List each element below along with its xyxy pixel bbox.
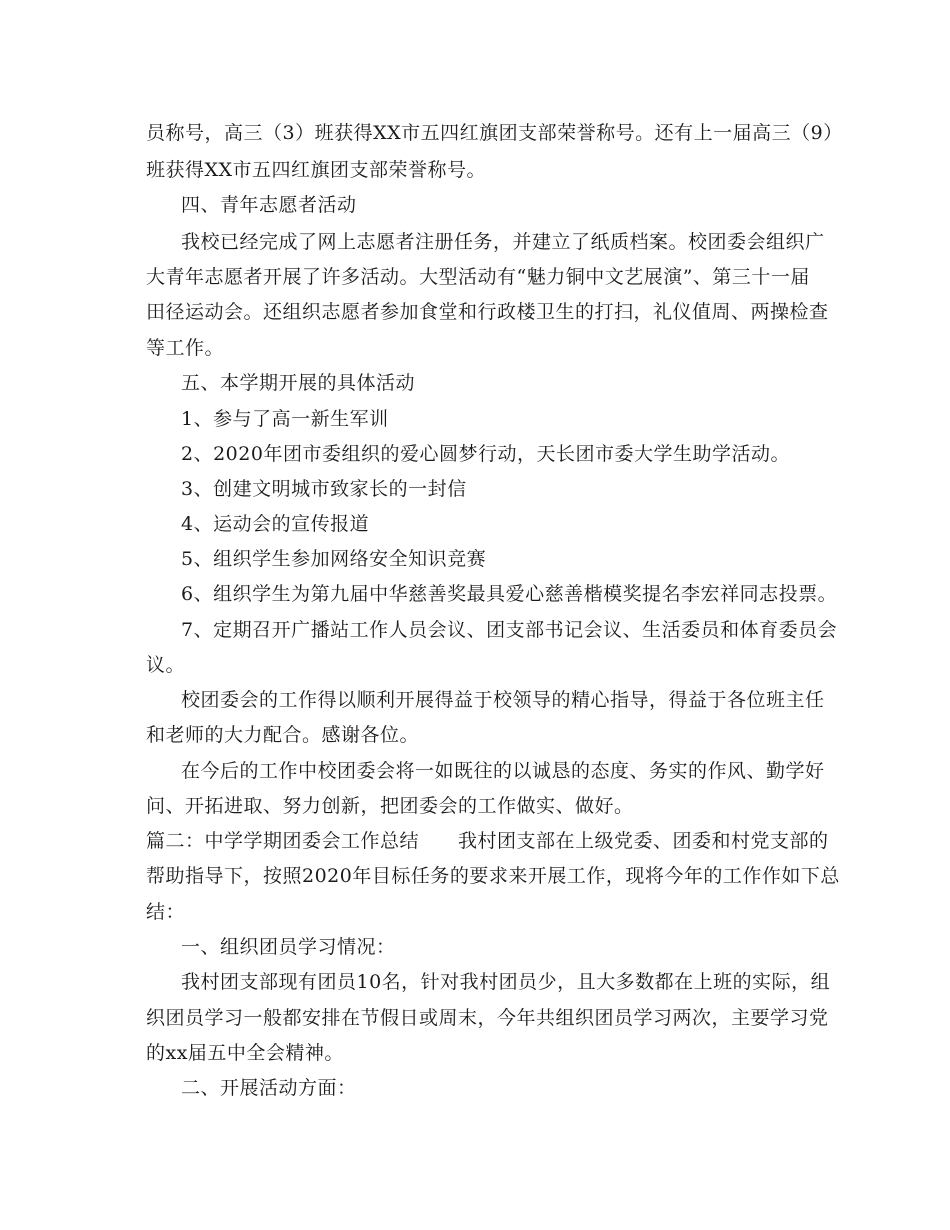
section-heading: 四、青年志愿者活动 <box>181 194 357 216</box>
list-item: 3、创建文明城市致家长的一封信 <box>181 478 467 500</box>
text-line: 校团委会的工作得以顺利开展得益于校领导的精心指导，得益于各位班主任 <box>181 689 825 711</box>
text-line: 田径运动会。还组织志愿者参加食堂和行政楼卫生的打扫，礼仪值周、两操检查 <box>146 301 829 323</box>
text-line: 等工作。 <box>146 337 225 359</box>
section-heading: 五、本学期开展的具体活动 <box>181 372 416 394</box>
text-line: 班获得XX市五四红旗团支部荣誉称号。 <box>146 159 487 181</box>
text-line: 问、开拓进取、努力创新，把团委会的工作做实、做好。 <box>146 795 634 817</box>
list-item: 2、2020年团市委组织的爱心圆梦行动，天长团市委大学生助学活动。 <box>181 443 790 465</box>
text-line: 员称号，高三（3）班获得XX市五四红旗团支部荣誉称号。还有上一届高三（9） <box>146 122 843 144</box>
text-line: 我校已经完成了网上志愿者注册任务，并建立了纸质档案。校团委会组织广 <box>181 231 825 253</box>
section-heading: 一、组织团员学习情况： <box>181 936 396 958</box>
section-heading: 二、开展活动方面： <box>181 1077 357 1099</box>
text-line: 大青年志愿者开展了许多活动。大型活动有“魅力铜中文艺展演”、第三十一届 <box>146 266 810 288</box>
article-title-line: 篇二：中学学期团委会工作总结 我村团支部在上级党委、团委和村党支部的 <box>146 830 829 852</box>
text-line: 帮助指导下，按照2020年目标任务的要求来开展工作，现将今年的工作作如下总 <box>146 865 840 887</box>
text-line: 在今后的工作中校团委会将一如既往的以诚恳的态度、务实的作风、勤学好 <box>181 760 825 782</box>
text-line: 的xx届五中全会精神。 <box>146 1042 344 1064</box>
list-item: 7、定期召开广播站工作人员会议、团支部书记会议、生活委员和体育委员会 <box>181 619 838 641</box>
text-line: 议。 <box>146 654 186 676</box>
text-line: 我村团支部现有团员10名，针对我村团员少，且大多数都在上班的实际，组 <box>181 971 831 993</box>
text-line: 织团员学习一般都安排在节假日或周末，今年共组织团员学习两次，主要学习党 <box>146 1007 829 1029</box>
list-item: 6、组织学生为第九届中华慈善奖最具爱心慈善楷模奖提名李宏祥同志投票。 <box>181 583 838 605</box>
text-line: 和老师的大力配合。感谢各位。 <box>146 724 420 746</box>
list-item: 5、组织学生参加网络安全知识竞赛 <box>181 548 487 570</box>
list-item: 4、运动会的宣传报道 <box>181 513 370 535</box>
list-item: 1、参与了高一新生军训 <box>181 408 389 430</box>
text-line: 结： <box>146 901 186 923</box>
